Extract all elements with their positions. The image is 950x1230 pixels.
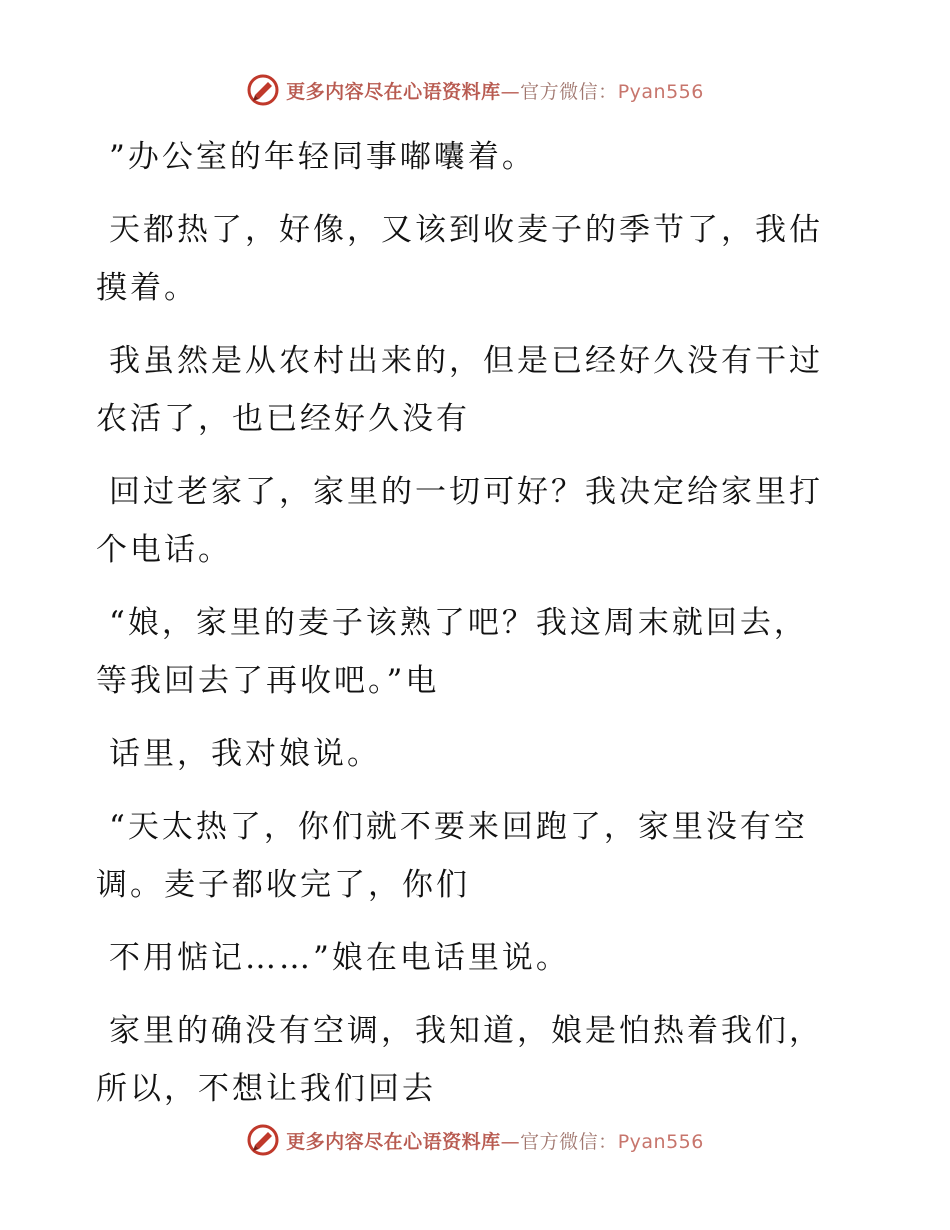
watermark-dash: — [500, 80, 521, 103]
pen-logo-icon [246, 1123, 280, 1157]
paragraph [96, 201, 836, 317]
paragraph [96, 1002, 836, 1118]
paragraph-line: “天太热了，你们就不要来回跑了，家里没有空 [109, 809, 808, 845]
watermark-text [286, 1127, 704, 1154]
paragraph-line: 所以，不想让我们回去 [96, 1071, 436, 1107]
watermark-wechat-label: 官方微信： [520, 80, 618, 103]
paragraph-line: 天都热了，好像，又该到收麦子的季节了，我估 [109, 212, 823, 248]
paragraph-line: 个电话。 [96, 532, 232, 568]
paragraph [96, 798, 836, 914]
header-watermark [0, 70, 950, 110]
watermark-wechat-id: Pyan556 [617, 1130, 704, 1153]
watermark-text [286, 77, 704, 104]
pen-logo-icon [246, 73, 280, 107]
paragraph [96, 463, 836, 579]
paragraph-line: ”办公室的年轻同事嘟囔着。 [109, 139, 536, 175]
watermark-title: 更多内容尽在心语资料库 [286, 1130, 501, 1153]
paragraph-line: 我虽然是从农村出来的，但是已经好久没有干过 [109, 343, 823, 379]
watermark-title: 更多内容尽在心语资料库 [286, 80, 501, 103]
paragraph [96, 332, 836, 448]
watermark-wechat-id: Pyan556 [617, 80, 704, 103]
paragraph-line: 不用惦记……”娘在电话里说。 [109, 940, 570, 976]
paragraph [96, 725, 836, 783]
paragraph-line: 摸着。 [96, 270, 198, 306]
paragraph-line: 调。麦子都收完了，你们 [96, 867, 470, 903]
footer-watermark [0, 1120, 950, 1160]
document-body [96, 128, 836, 1118]
watermark-dash: — [500, 1130, 521, 1153]
watermark-wechat-label: 官方微信： [520, 1130, 618, 1153]
paragraph-line: 家里的确没有空调，我知道，娘是怕热着我们， [109, 1013, 823, 1049]
paragraph [96, 128, 836, 186]
paragraph [96, 594, 836, 710]
paragraph [96, 929, 836, 987]
paragraph-line: “娘，家里的麦子该熟了吧？我这周末就回去， [109, 605, 808, 641]
paragraph-line: 农活了，也已经好久没有 [96, 401, 470, 437]
paragraph-line: 等我回去了再收吧。”电 [96, 663, 440, 699]
paragraph-line: 话里，我对娘说。 [109, 736, 381, 772]
paragraph-line: 回过老家了，家里的一切可好？我决定给家里打 [109, 474, 823, 510]
